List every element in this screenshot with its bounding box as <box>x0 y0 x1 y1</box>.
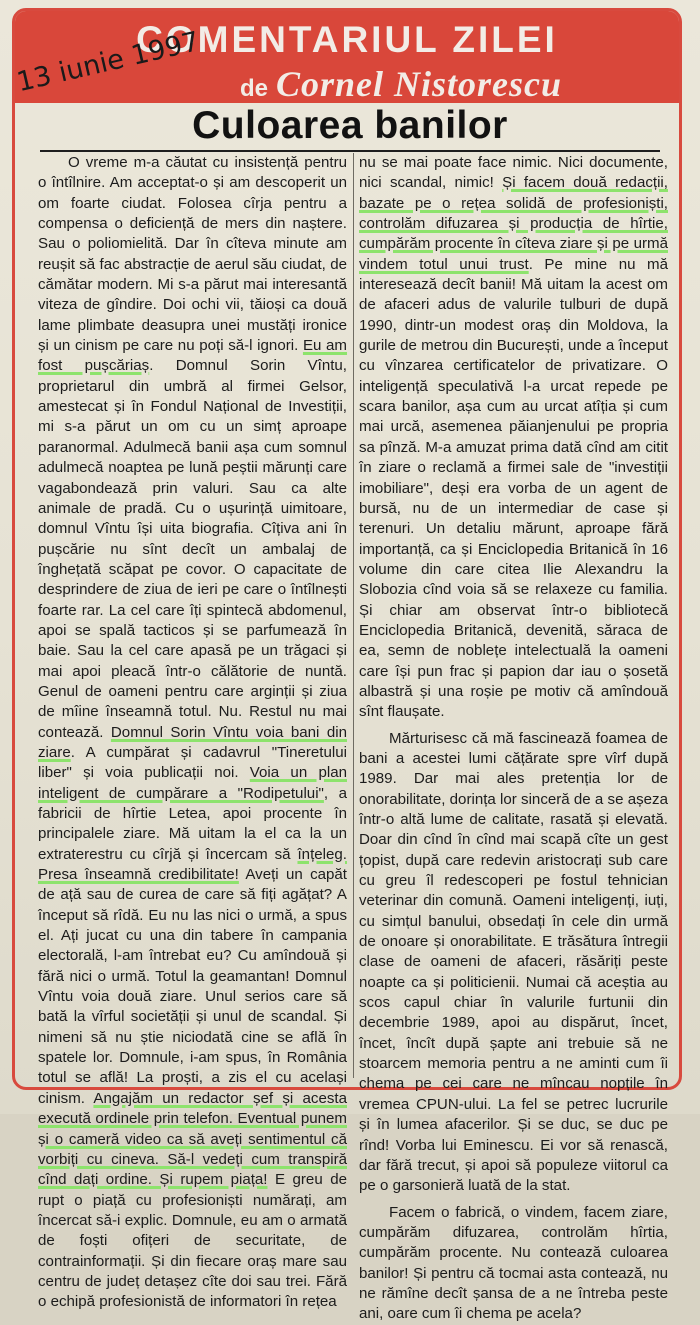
title-rule <box>40 150 660 152</box>
text-run: . Pe mine nu mă interesează decît banii! Mă uitam la acest om de afaceri adus de valurile tulburi de după 1990, dintr-un modest oraș din Moldova, la gurile de metrou din București, unde a început cu vînzarea certificatelor de privatizare. O inteligență speculativă l-a urcat repede pe scara banilor, așa cum au urcat atîția și cum mai urcă, asemenea păianjenului pe propria sa pînză. M-a amuzat prima dată cînd am citit în ziare o reclamă a firmei sale de "investiții imobiliare", deși era vorba de un agent de bursă, nu de un intermediar de case și terenuri. Un detaliu mărunt, aproape fără importanță, ca și Enciclopedia Britanică în 16 volume din care citea Ilie Alexandru la Slobozia cînd voia să se relaxeze cu familia. Și chiar am observat într-o bibliotecă Enciclopedia Britanică, devenită, săraca de ea, semn de noblețe intelectuală la oameni care își pun frac și papion dar iau o șosetă albastră și una roșie pe motiv că amîndouă sînt flaușate. <box>359 255 668 721</box>
highlighted-text: Și facem două redacții, bazate pe o rețea solidă de profesioniști, controlăm difuzarea și producția de hîrtie, cumpărăm procente în cîteva ziare și pe urmă vindem totul unui trust <box>359 174 668 273</box>
handwritten-date: 13 iunie 1997 <box>14 26 203 99</box>
highlighted-text: Voia un plan inteligent de cumpărare a "Rodipetului" <box>38 764 347 802</box>
article-paragraph <box>359 729 668 1197</box>
article-paragraph <box>359 153 668 723</box>
text-run: Facem o fabrică, o vindem, facem ziare, cumpărăm difuzarea, controlăm hîrtia, cumpărăm procente. Nu contează culoarea banilor! Și pentru că tocmai asta contează, nu ne rămîne decît șansa de a ne întreba peste ani, oare cum îi chema pe acela? <box>359 1203 668 1323</box>
article-left-column <box>38 153 348 1311</box>
header-title: COMENTARIUL ZILEI <box>136 19 558 60</box>
text-run: O vreme m-a căutat cu insistență pentru o întîlnire. Am acceptat-o și am descoperit un om foarte ciudat. Folosea cîrja pentru a compensa o deficiență de mers din naștere. Sau o poliomielită. Dar în cîteva minute am reușit să fac abstracție de aerul său ciudat, de cămătar modern. Mi s-a părut mai interesantă viteza de gîndire. Doi ochi vii, tăioși ca două lame plimbate deasupra unei mustăți ironice și un cinism pe care nu poți să-l ignori. <box>38 154 347 355</box>
text-run: , a fabricii de hîrtie Letea, apoi procente în principalele ziare. Mă uitam la el ca la un extraterestru cu cîrjă și încercam să <box>38 784 347 863</box>
highlighted-text: Domnul Sorin Vîntu voia bani din ziare <box>38 723 347 761</box>
text-run: nu se mai poate face nimic. Nici documente, nici scandal, nimic! <box>359 154 668 192</box>
article-paragraph <box>38 153 347 1313</box>
highlighted-text: Angajăm un redactor șef și acesta execută ordinele prin telefon. Eventual punem și o cameră video ca să aveți sentimentul că vorbiți cu cineva. Să-l vedeți cum transpiră cînd dați ordine. Și rupem piața! <box>38 1089 347 1189</box>
text-run: E greu de rupt o piață cu profesioniști numărați, am încercat să-i explic. Domnule, eu am o armată de foști ofițeri de securitate, de contrainformații. Și din fiecare oraș mare sau centru de județ detașez cîte doi sau trei. Fără o echipă profesionistă de informatori în rețea <box>38 1171 347 1311</box>
text-run: . A cumpărat și cadavrul "Tineretului liber" și voia publicații noi. <box>38 743 347 782</box>
text-run: . Domnul Sorin Vîntu, proprietarul din umbră al firmei Gelsor, amestecat și în Fondul Național de Investiții, mi s-a părut un om cu un simț aproape paranormal. Adulmecă banii așa cum somnul adulmecă noaptea pe lună peștii mărunți care vagabondează prin valuri. Sau ca alte animale de pradă. Cu o ușurință uimitoare, domnul Vîntu își uita biografia. Cîțiva ani în pușcărie nu sînt decît un ambalaj de înghețată scăpat pe covor. O capacitate de desprindere de ziua de ieri pe care o întîlnești foarte rar. La cel care îți spintecă abdomenul, apoi se spală tacticos și se parfumează în baie. Sau la cel care apasă pe un trăgaci și mai apoi pleacă într-o călătorie de nuntă. Genul de oameni pentru care arginții și ziua de mîine înseamnă totul. Nu. Restul nu mai contează. <box>38 357 347 741</box>
highlighted-text: înțeleg. Presa înseamnă credibilitate! <box>38 845 347 884</box>
article-paragraph <box>359 1203 668 1325</box>
text-run: Aveți un capăt de ață sau de curea de care să fiți agățat? A început să rîdă. Eu nu las nici o urmă, a spus el. Ați jucat cu una din tabere în campania electorală, l-am întrebat eu? Cu amîndouă și fără nici o urmă. Totul la geamantan! Domnul Vîntu voia două ziare. Unul serios care să bată la vîrful societății și unul de scandal. Și nimeni să nu știe niciodată cine se află în spatele lor. Domnule, i-am spus, în România totul se află! La proști, a zis el cu același cinism. <box>38 866 347 1107</box>
article-right-column <box>359 153 668 1323</box>
article-title: Culoarea banilor <box>192 104 508 147</box>
byline-author: Cornel Nistorescu <box>276 64 563 104</box>
byline-de: de <box>240 75 269 102</box>
column-divider <box>353 153 354 1078</box>
highlighted-text: Eu am fost pușcăriaș <box>38 337 348 375</box>
text-run: Mărturisesc că mă fascinează foamea de bani a acestei lumi cățărate spre vîrf după 1989. Dar mai ales pretenția lor de onorabilitate, dorința lor sinceră de a se așeza într-o altă lume de calitate, rasată și elevată. Doar din cînd în cînd mai scapă cîte un gest țopist, după care redevin aristocrați sub care cu greu îl redescoperi pe fostul tehnician veterinar din comună. Oameni inteligenți, iuți, cu simțul banului, obsedați în cele din urmă de onoare și onorabilitate. E trăsătura întregii clase de oameni de afaceri, răsăriți peste noapte ca și politicienii. Numai că aceștia au scos capul chiar în valurile furtunii din decembrie 1989, apoi au dispărut, încet, încet, încît după șapte ani trebuie să ne stoarcem memoria pentru a ne aminti cum îi chema pe cei care ne mîncau nopțile în vremea CPUN-ului. La fel se petrec lucrurile și în lumea afacerilor. Și se duc, se duc pe rînd! Vorba lui Eminescu. Ei vor să renască, dar fără trecut, și apoi să populeze viitorul ca pe o garsonieră luată de la stat. <box>359 729 668 1195</box>
